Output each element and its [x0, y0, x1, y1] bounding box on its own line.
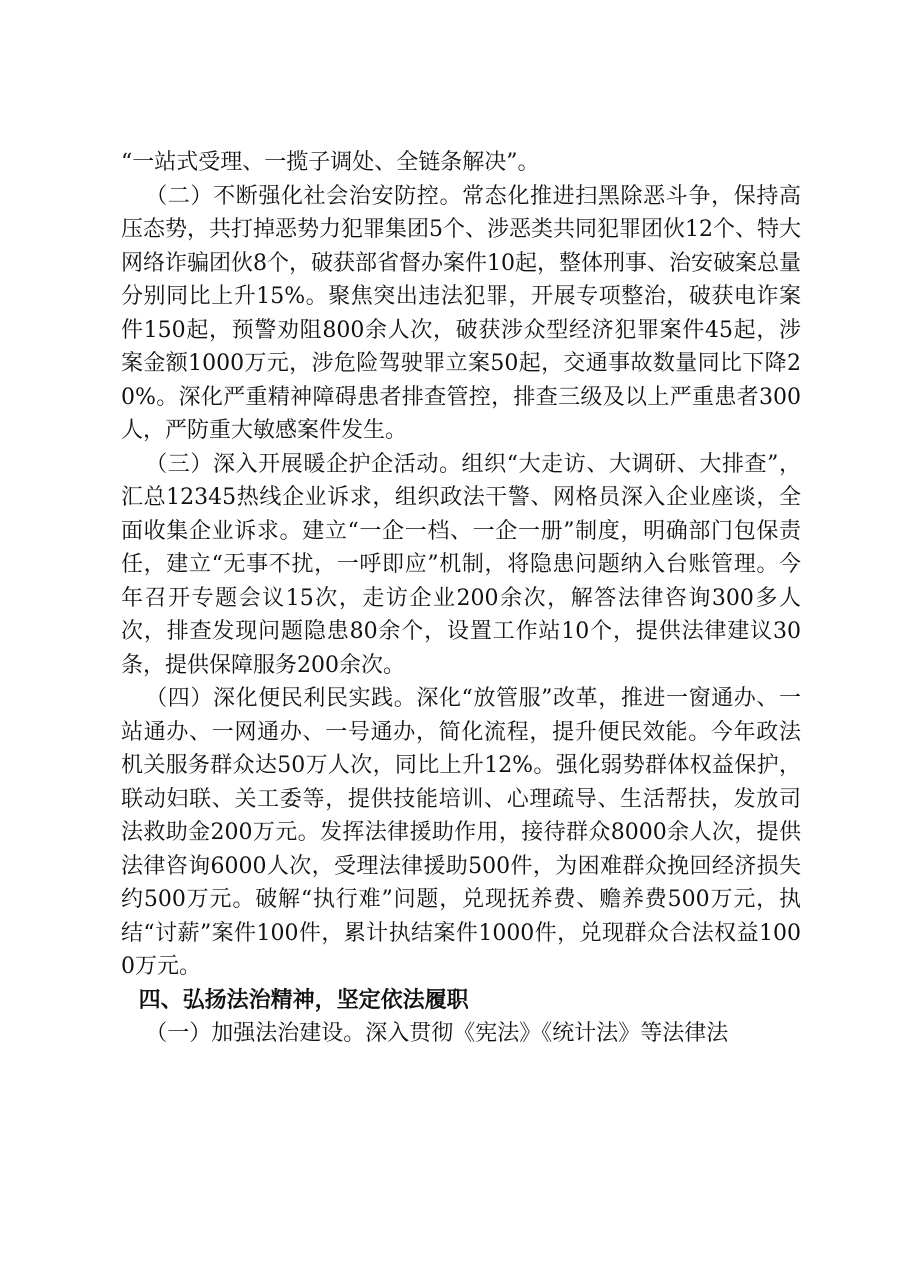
- paragraph-public-service: [121, 682, 801, 984]
- paragraph-continuation: [121, 146, 801, 180]
- paragraph-enterprise-support: [121, 448, 801, 683]
- section-heading: 四、弘扬法治精神，坚定依法履职: [138, 987, 469, 1013]
- paragraph-text: 深入贯彻《宪法》《统计法》等法律法: [365, 1021, 729, 1046]
- paragraph-text: 组织“大走访、大调研、大排查”，汇总12345热线企业诉求，组织政法干警、网格员深入企业座谈，全面收集企业诉求。建立“一企一档、一企一册”制度，明确部门包保责任，建立“无事不扰，一呼即应”机制，将隐患问题纳入台账管理。今年召开专题会议15次，走访企业200余次，解答法律咨询300多人次，排查发现问题隐患80余个，设置工作站10个，提供法律建议30条，提供保障服务200余次。: [121, 451, 801, 678]
- paragraph-lead: （二）不断强化社会治安防控。: [145, 183, 463, 209]
- paragraph-text: 深化“放管服”改革，推进一窗通办、一站通办、一网通办、一号通办，简化流程，提升便民效能。今年政法机关服务群众达50万人次，同比上升12%。强化弱势群体权益保护，联动妇联、关工委等，提供技能培训、心理疏导、生活帮扶，发放司法救助金200万元。发挥法律援助作用，接待群众8000余人次，提供法律咨询6000人次，受理法律援助500件，为困难群众挽回经济损失约500万元。破解“执行难”问题，兑现抚养费、赡养费500万元，执结“讨薪”案件100件，累计执结案件1000件，兑现群众合法权益1000万元。: [121, 686, 801, 979]
- paragraph-lead: （一）加强法治建设。: [145, 1021, 366, 1046]
- paragraph-text: “一站式受理、一揽子调处、全链条解决”。: [121, 150, 540, 175]
- paragraph-lead: （四）深化便民利民实践。: [145, 686, 417, 711]
- paragraph-public-security: [121, 180, 801, 448]
- paragraph-lead: （三）深入开展暖企护企活动。: [145, 451, 462, 477]
- document-body: [121, 146, 801, 1051]
- paragraph-text: 常态化推进扫黑除恶斗争，保持高压态势，共打掉恶势力犯罪集团5个、涉恶类共同犯罪团伙12个、特大网络诈骗团伙8个，破获部省督办案件10起，整体刑事、治安破案总量分别同比上升15%。聚焦突出违法犯罪，开展专项整治，破获电诈案件150起，预警劝阻800余人次，破获涉众型经济犯罪案件45起，涉案金额1000万元，涉危险驾驶罪立案50起，交通事故数量同比下降20%。深化严重精神障碍患者排查管控，排查三级及以上严重患者300人，严防重大敏感案件发生。: [121, 183, 801, 443]
- paragraph-rule-of-law: [121, 1017, 801, 1051]
